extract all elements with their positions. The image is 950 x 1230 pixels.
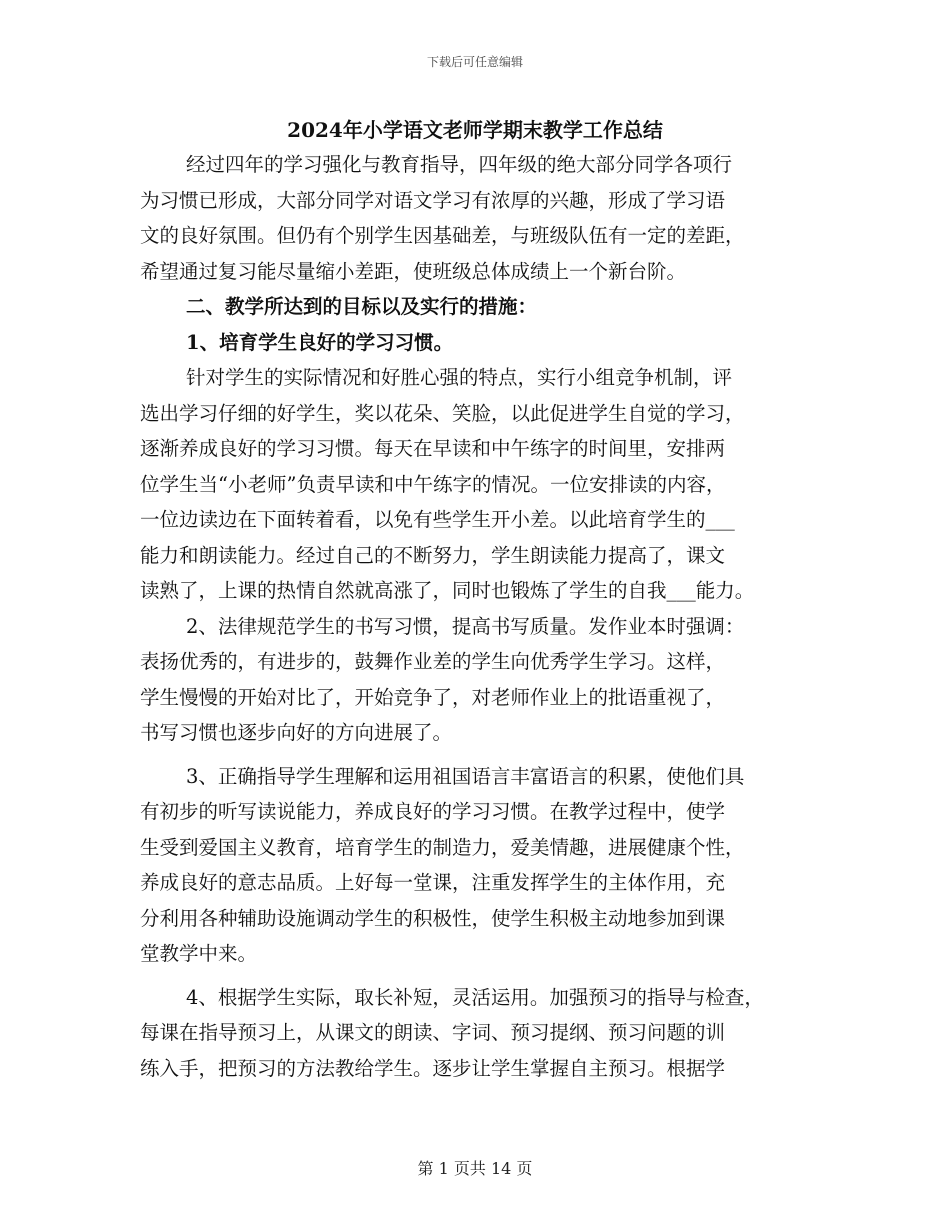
subsection-heading: 1、培育学生良好的学习习惯。 bbox=[186, 330, 454, 354]
paragraph-line: 练入手，把预习的方法教给学生。逐步让学生掌握自主预习。根据学 bbox=[140, 1056, 726, 1080]
paragraph-line: 分利用各种辅助设施调动学生的积极性，使学生积极主动地参加到课 bbox=[140, 906, 726, 930]
header-note: 下载后可任意编辑 bbox=[426, 55, 523, 69]
document-title: 2024年小学语文老师学期末教学工作总结 bbox=[287, 118, 663, 142]
paragraph-line: 选出学习仔细的好学生，奖以花朵、笑脸，以此促进学生自觉的学习， bbox=[140, 401, 745, 425]
paragraph-line: 位学生当“小老师”负责早读和中午练字的情况。一位安排读的内容， bbox=[140, 472, 726, 496]
paragraph-line: 书写习惯也逐步向好的方向进展了。 bbox=[140, 721, 453, 744]
document-body bbox=[140, 147, 820, 1086]
paragraph-line: 每课在指导预习上，从课文的朗读、字词、预习提纲、预习问题的训 bbox=[140, 1021, 726, 1044]
paragraph-line: 学生慢慢的开始对比了，开始竞争了，对老师作业上的批语重视了， bbox=[140, 685, 726, 709]
paragraph-line: 3、正确指导学生理解和运用祖国语言丰富语言的积累，使他们具 bbox=[186, 764, 745, 788]
section-heading: 二、教学所达到的目标以及实行的措施： bbox=[186, 295, 538, 318]
paragraph-line: 有初步的听写读说能力，养成良好的学习习惯。在教学过程中，使学 bbox=[140, 800, 726, 823]
paragraph-line: 经过四年的学习强化与教育指导，四年级的绝大部分同学各项行 bbox=[186, 153, 733, 176]
paragraph-line: 文的良好氛围。但仍有个别学生因基础差，与班级队伍有一定的差距， bbox=[140, 224, 745, 247]
paragraph-line: 希望通过复习能尽量缩小差距，使班级总体成绩上一个新台阶。 bbox=[140, 259, 687, 283]
paragraph-line: 表扬优秀的，有进步的，鼓舞作业差的学生向优秀学生学习。这样， bbox=[140, 650, 726, 673]
paragraph-line: 逐渐养成良好的学习习惯。每天在早读和中午练字的时间里，安排两 bbox=[140, 437, 726, 460]
paragraph-gap bbox=[140, 972, 820, 980]
paragraph-line: 生受到爱国主义教育，培育学生的制造力，爱美情趣，进展健康个性， bbox=[140, 835, 745, 859]
paragraph-line: 能力和朗读能力。经过自己的不断努力，学生朗读能力提高了，课文 bbox=[140, 543, 726, 567]
paragraph-line: 养成良好的意志品质。上好每一堂课，注重发挥学生的主体作用，充 bbox=[140, 871, 726, 894]
paragraph-line: 2、法律规范学生的书写习惯，提高书写质量。发作业本时强调： bbox=[186, 614, 745, 638]
paragraph-gap bbox=[140, 751, 820, 759]
paragraph-line: 堂教学中来。 bbox=[140, 942, 258, 965]
paragraph-line: 一位边读边在下面转着看，以免有些学生开小差。以此培育学生的___ bbox=[140, 508, 735, 531]
paragraph-line: 4、根据学生实际，取长补短，灵活运用。加强预习的指导与检查， bbox=[186, 985, 764, 1009]
paragraph-line: 针对学生的实际情况和好胜心强的特点，实行小组竞争机制，评 bbox=[186, 366, 733, 389]
paragraph-line: 为习惯已形成，大部分同学对语文学习有浓厚的兴趣，形成了学习语 bbox=[140, 188, 726, 212]
paragraph-line: 读熟了，上课的热情自然就高涨了，同时也锻炼了学生的自我___能力。 bbox=[140, 579, 755, 602]
page-footer: 第 1 页共 14 页 bbox=[417, 1159, 533, 1178]
